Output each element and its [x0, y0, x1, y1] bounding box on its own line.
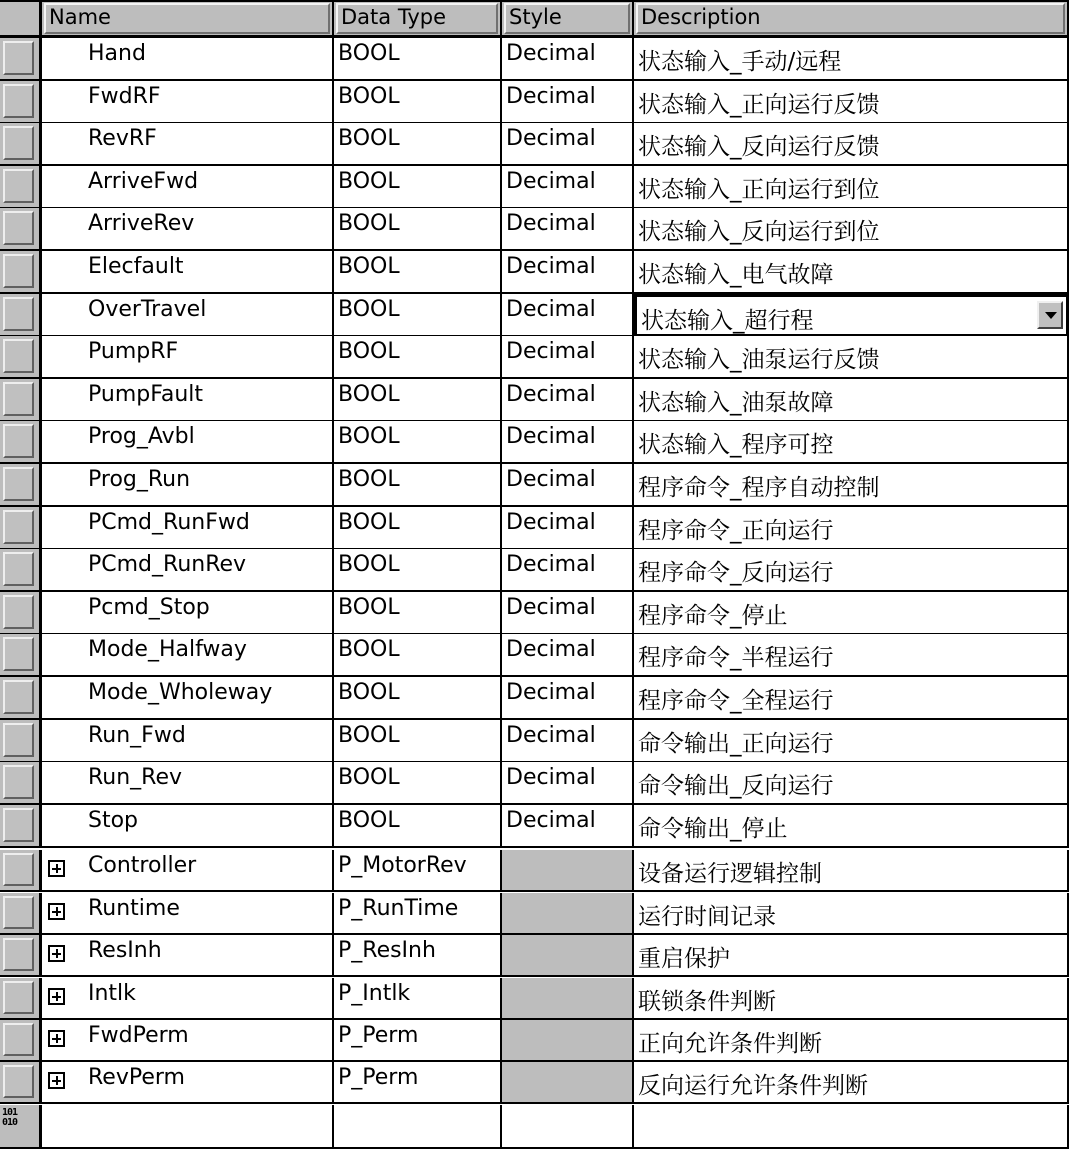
description-cell[interactable]	[634, 762, 1069, 805]
data-type-cell[interactable]	[334, 634, 502, 677]
data-type-cell[interactable]	[334, 1062, 502, 1104]
tag-style: Decimal	[506, 126, 596, 151]
name-cell[interactable]	[42, 592, 334, 635]
column-header-data-type-label: Data Type	[336, 3, 498, 34]
table-row[interactable]	[0, 805, 1069, 848]
tag-style: Decimal	[506, 680, 596, 705]
row-selector[interactable]	[0, 507, 42, 550]
name-cell[interactable]	[42, 720, 334, 763]
description-cell[interactable]	[634, 166, 1069, 209]
name-cell[interactable]	[42, 379, 334, 422]
new-row-description-cell[interactable]	[634, 1105, 1069, 1149]
tag-description: 状态输入_反向运行反馈	[638, 134, 880, 160]
data-type-cell[interactable]	[334, 850, 502, 892]
row-selector[interactable]	[0, 166, 42, 209]
tag-name: ArriveFwd	[88, 169, 199, 194]
table-row[interactable]	[0, 81, 1069, 124]
name-cell[interactable]	[42, 294, 334, 337]
tag-style: Decimal	[506, 765, 596, 790]
row-selector-bevel	[3, 382, 34, 416]
tag-data-type: BOOL	[338, 211, 400, 236]
tag-description: 程序命令_正向运行	[638, 518, 834, 544]
row-selector-bevel	[3, 595, 34, 629]
tag-name: PumpFault	[88, 382, 204, 407]
row-selector[interactable]	[0, 251, 42, 294]
style-cell[interactable]	[502, 507, 634, 550]
row-selector[interactable]	[0, 421, 42, 464]
data-type-cell[interactable]	[334, 935, 502, 977]
tag-name: ArriveRev	[88, 211, 195, 236]
tag-style: Decimal	[506, 41, 596, 66]
style-cell[interactable]	[502, 762, 634, 805]
struct-name: Intlk	[88, 981, 136, 1006]
style-cell[interactable]	[502, 379, 634, 422]
data-type-cell[interactable]	[334, 251, 502, 294]
data-type-cell[interactable]	[334, 336, 502, 379]
new-row-data-type-cell[interactable]	[334, 1105, 502, 1149]
description-cell[interactable]	[634, 1020, 1069, 1062]
tag-name: FwdRF	[88, 84, 161, 109]
tag-description: 程序命令_全程运行	[638, 688, 834, 714]
description-cell[interactable]	[634, 421, 1069, 464]
style-cell[interactable]	[502, 805, 634, 848]
name-cell[interactable]	[42, 634, 334, 677]
struct-name: Controller	[88, 853, 197, 878]
struct-description: 反向运行允许条件判断	[638, 1073, 868, 1099]
data-type-cell[interactable]	[334, 166, 502, 209]
table-row[interactable]	[0, 379, 1069, 422]
style-cell[interactable]	[502, 592, 634, 635]
tag-data-type: BOOL	[338, 126, 400, 151]
row-selector[interactable]	[0, 81, 42, 124]
name-cell[interactable]	[42, 978, 334, 1020]
description-cell[interactable]	[634, 677, 1069, 720]
tag-data-type: BOOL	[338, 339, 400, 364]
tag-description: 状态输入_手动/远程	[638, 49, 842, 75]
tag-name: Prog_Run	[88, 467, 191, 492]
tag-name: Mode_Halfway	[88, 637, 247, 662]
data-type-cell[interactable]	[334, 421, 502, 464]
description-cell[interactable]	[634, 978, 1069, 1020]
style-cell[interactable]	[502, 208, 634, 251]
description-cell[interactable]	[634, 123, 1069, 166]
row-selector-bevel	[3, 1023, 34, 1056]
tag-description: 程序命令_停止	[638, 603, 788, 629]
table-row[interactable]	[0, 549, 1069, 592]
tag-name: Run_Fwd	[88, 723, 186, 748]
data-type-cell[interactable]	[334, 507, 502, 550]
tag-name: PumpRF	[88, 339, 179, 364]
tag-name: Pcmd_Stop	[88, 595, 210, 620]
tag-style: Decimal	[506, 808, 596, 833]
name-cell[interactable]	[42, 1062, 334, 1104]
tag-style: Decimal	[506, 595, 596, 620]
name-cell[interactable]	[42, 549, 334, 592]
tag-style: Decimal	[506, 637, 596, 662]
description-cell[interactable]	[634, 379, 1069, 422]
tag-description: 状态输入_正向运行到位	[638, 177, 880, 203]
tag-description: 程序命令_半程运行	[638, 645, 834, 671]
name-cell[interactable]	[42, 677, 334, 720]
description-cell[interactable]	[634, 507, 1069, 550]
struct-description: 联锁条件判断	[638, 989, 776, 1015]
table-header	[0, 0, 1069, 38]
struct-data-type: P_Perm	[338, 1065, 419, 1090]
data-type-cell[interactable]	[334, 677, 502, 720]
name-cell[interactable]	[42, 507, 334, 550]
row-selector[interactable]	[0, 123, 42, 166]
struct-row[interactable]	[0, 850, 1069, 892]
name-cell[interactable]	[42, 421, 334, 464]
struct-row[interactable]	[0, 1020, 1069, 1062]
struct-row[interactable]	[0, 935, 1069, 977]
description-dropdown-button[interactable]	[1037, 301, 1063, 329]
column-header-style-label: Style	[504, 3, 630, 34]
row-selector-bevel	[3, 424, 34, 458]
column-header-name-label: Name	[44, 3, 330, 34]
tag-style: Decimal	[506, 382, 596, 407]
struct-data-type: P_Perm	[338, 1023, 419, 1048]
struct-name: RevPerm	[88, 1065, 185, 1090]
style-cell[interactable]	[502, 421, 634, 464]
tag-data-type: BOOL	[338, 808, 400, 833]
row-selector-bevel	[3, 41, 34, 75]
expand-plus-icon[interactable]	[48, 903, 65, 920]
name-cell[interactable]	[42, 762, 334, 805]
struct-name: FwdPerm	[88, 1023, 189, 1048]
tag-data-type: BOOL	[338, 382, 400, 407]
name-cell[interactable]	[42, 38, 334, 81]
struct-description: 设备运行逻辑控制	[638, 861, 822, 887]
new-row-selector[interactable]	[0, 1105, 42, 1149]
row-selector[interactable]	[0, 208, 42, 251]
row-selector-bevel	[3, 467, 34, 501]
new-row[interactable]	[0, 1105, 1069, 1149]
tag-data-type: BOOL	[338, 467, 400, 492]
style-cell[interactable]	[502, 166, 634, 209]
style-cell[interactable]	[502, 81, 634, 124]
data-type-cell[interactable]	[334, 720, 502, 763]
data-type-cell[interactable]	[334, 549, 502, 592]
struct-data-type: P_Intlk	[338, 981, 411, 1006]
description-cell[interactable]	[634, 294, 1069, 337]
struct-description: 运行时间记录	[638, 904, 776, 930]
description-cell[interactable]	[634, 720, 1069, 763]
style-cell[interactable]	[502, 720, 634, 763]
row-selector-bevel	[3, 853, 34, 886]
tag-style: Decimal	[506, 723, 596, 748]
style-cell-disabled	[502, 850, 634, 892]
style-cell[interactable]	[502, 294, 634, 337]
style-cell[interactable]	[502, 336, 634, 379]
table-row[interactable]	[0, 251, 1069, 294]
row-selector-bevel	[3, 765, 34, 799]
table-row[interactable]	[0, 507, 1069, 550]
description-cell[interactable]	[634, 208, 1069, 251]
table-row[interactable]	[0, 421, 1069, 464]
data-type-cell[interactable]	[334, 81, 502, 124]
expand-plus-icon[interactable]	[48, 1072, 65, 1089]
tag-style: Decimal	[506, 510, 596, 535]
style-cell-disabled	[502, 893, 634, 935]
table-row[interactable]	[0, 208, 1069, 251]
data-type-cell[interactable]	[334, 805, 502, 848]
data-type-cell[interactable]	[334, 208, 502, 251]
expand-plus-icon[interactable]	[48, 860, 65, 877]
tag-name: Run_Rev	[88, 765, 183, 790]
row-selector[interactable]	[0, 720, 42, 763]
struct-data-type: P_RunTime	[338, 896, 459, 921]
description-cell[interactable]	[634, 805, 1069, 848]
tag-name: Stop	[88, 808, 139, 833]
style-cell[interactable]	[502, 464, 634, 507]
tag-style: Decimal	[506, 467, 596, 492]
row-selector[interactable]	[0, 1020, 42, 1062]
tag-name: PCmd_RunRev	[88, 552, 247, 577]
row-selector-bevel	[3, 510, 34, 544]
name-cell[interactable]	[42, 123, 334, 166]
table-row[interactable]	[0, 464, 1069, 507]
tag-name: Hand	[88, 41, 146, 66]
tag-data-type: BOOL	[338, 510, 400, 535]
row-selector[interactable]	[0, 38, 42, 81]
row-selector[interactable]	[0, 294, 42, 337]
description-cell[interactable]	[634, 38, 1069, 81]
tag-style: Decimal	[506, 169, 596, 194]
struct-description: 正向允许条件判断	[638, 1031, 822, 1057]
data-type-cell[interactable]	[334, 38, 502, 81]
chevron-down-icon	[1045, 312, 1057, 319]
struct-name: Runtime	[88, 896, 180, 921]
struct-row[interactable]	[0, 1062, 1069, 1104]
expand-plus-icon[interactable]	[48, 945, 65, 962]
column-header-description-label: Description	[636, 3, 1065, 34]
row-selector[interactable]	[0, 805, 42, 848]
row-selector[interactable]	[0, 850, 42, 892]
tag-data-type: BOOL	[338, 424, 400, 449]
struct-name: ResInh	[88, 938, 162, 963]
tag-data-type: BOOL	[338, 637, 400, 662]
style-cell[interactable]	[502, 38, 634, 81]
row-selector-bevel	[3, 896, 34, 929]
data-type-cell[interactable]	[334, 592, 502, 635]
name-cell[interactable]	[42, 850, 334, 892]
style-cell[interactable]	[502, 251, 634, 294]
row-selector[interactable]	[0, 935, 42, 977]
row-selector-bevel	[3, 808, 34, 842]
style-cell[interactable]	[502, 634, 634, 677]
style-cell[interactable]	[502, 549, 634, 592]
tag-data-type: BOOL	[338, 84, 400, 109]
new-row-name-cell[interactable]	[42, 1105, 334, 1149]
table-row[interactable]	[0, 38, 1069, 81]
description-cell[interactable]	[634, 850, 1069, 892]
row-selector-bevel	[3, 723, 34, 757]
tag-name: RevRF	[88, 126, 157, 151]
tag-description: 状态输入_油泵故障	[638, 390, 834, 416]
expand-plus-icon[interactable]	[48, 1030, 65, 1047]
row-selector-bevel	[3, 637, 34, 671]
header-corner[interactable]	[0, 0, 42, 38]
tag-style: Decimal	[506, 552, 596, 577]
name-cell[interactable]	[42, 893, 334, 935]
table-row[interactable]	[0, 720, 1069, 763]
tag-data-type: BOOL	[338, 680, 400, 705]
data-type-cell[interactable]	[334, 978, 502, 1020]
style-cell-disabled	[502, 1020, 634, 1062]
binary-new-row-icon: 101 010	[2, 1107, 18, 1128]
name-cell[interactable]	[42, 251, 334, 294]
data-type-cell[interactable]	[334, 123, 502, 166]
row-selector[interactable]	[0, 336, 42, 379]
name-cell[interactable]	[42, 166, 334, 209]
data-type-cell[interactable]	[334, 893, 502, 935]
struct-data-type: P_MotorRev	[338, 853, 467, 878]
row-selector-bevel	[3, 84, 34, 118]
data-type-cell[interactable]	[334, 1020, 502, 1062]
tag-description: 状态输入_正向运行反馈	[638, 92, 880, 118]
description-cell[interactable]	[634, 935, 1069, 977]
tag-name: Mode_Wholeway	[88, 680, 273, 705]
tag-description: 状态输入_程序可控	[638, 432, 834, 458]
row-selector-bevel	[3, 211, 34, 245]
row-selector-bevel	[3, 1065, 34, 1098]
description-cell[interactable]	[634, 549, 1069, 592]
table-row[interactable]	[0, 762, 1069, 805]
tag-description: 程序命令_反向运行	[638, 560, 834, 586]
row-selector-bevel	[3, 339, 34, 373]
tag-description: 状态输入_反向运行到位	[638, 219, 880, 245]
data-type-cell[interactable]	[334, 379, 502, 422]
tag-data-type: BOOL	[338, 41, 400, 66]
name-cell[interactable]	[42, 464, 334, 507]
description-cell[interactable]	[634, 81, 1069, 124]
row-selector[interactable]	[0, 549, 42, 592]
tag-description: 命令输出_停止	[638, 816, 788, 842]
row-selector-bevel	[3, 981, 34, 1014]
style-cell-disabled	[502, 935, 634, 977]
name-cell[interactable]	[42, 1020, 334, 1062]
table-row[interactable]	[0, 336, 1069, 379]
row-selector-bevel	[3, 254, 34, 288]
row-selector[interactable]	[0, 893, 42, 935]
tag-description: 命令输出_正向运行	[638, 731, 834, 757]
struct-data-type: P_ResInh	[338, 938, 436, 963]
row-selector-bevel	[3, 126, 34, 160]
name-cell[interactable]	[42, 81, 334, 124]
column-header-style[interactable]	[502, 0, 634, 38]
tag-description: 状态输入_油泵运行反馈	[638, 347, 880, 373]
description-cell[interactable]	[634, 251, 1069, 294]
column-header-data-type[interactable]	[334, 0, 502, 38]
tag-name: OverTravel	[88, 297, 207, 322]
data-type-cell[interactable]	[334, 762, 502, 805]
tag-data-type: BOOL	[338, 254, 400, 279]
tag-name: Prog_Avbl	[88, 424, 195, 449]
row-selector[interactable]	[0, 634, 42, 677]
description-cell[interactable]	[634, 634, 1069, 677]
row-selector[interactable]	[0, 762, 42, 805]
style-cell-disabled	[502, 978, 634, 1020]
tag-style: Decimal	[506, 84, 596, 109]
row-selector[interactable]	[0, 978, 42, 1020]
description-cell[interactable]	[634, 1062, 1069, 1104]
tag-name: PCmd_RunFwd	[88, 510, 250, 535]
struct-row[interactable]	[0, 893, 1069, 935]
struct-row[interactable]	[0, 978, 1069, 1020]
description-cell[interactable]	[634, 893, 1069, 935]
row-selector[interactable]	[0, 464, 42, 507]
row-selector-bevel	[3, 169, 34, 203]
table-row[interactable]	[0, 123, 1069, 166]
style-cell-disabled	[502, 1062, 634, 1104]
column-header-name[interactable]	[42, 0, 334, 38]
tag-name: Elecfault	[88, 254, 184, 279]
row-selector-bevel	[3, 680, 34, 714]
table-row[interactable]	[0, 166, 1069, 209]
style-cell[interactable]	[502, 677, 634, 720]
new-row-style-cell[interactable]	[502, 1105, 634, 1149]
row-selector[interactable]	[0, 379, 42, 422]
row-selector[interactable]	[0, 592, 42, 635]
description-cell[interactable]	[634, 464, 1069, 507]
tag-description: 命令输出_反向运行	[638, 773, 834, 799]
row-selector[interactable]	[0, 677, 42, 720]
tag-data-type: BOOL	[338, 765, 400, 790]
tag-data-type: BOOL	[338, 723, 400, 748]
name-cell[interactable]	[42, 336, 334, 379]
table-row[interactable]	[0, 634, 1069, 677]
tag-style: Decimal	[506, 254, 596, 279]
row-selector-bevel	[3, 297, 34, 331]
tag-data-type: BOOL	[338, 297, 400, 322]
data-type-cell[interactable]	[334, 294, 502, 337]
tag-description: 程序命令_程序自动控制	[638, 475, 880, 501]
name-cell[interactable]	[42, 805, 334, 848]
expand-plus-icon[interactable]	[48, 988, 65, 1005]
struct-description: 重启保护	[638, 946, 730, 972]
table-row[interactable]	[0, 294, 1069, 337]
tag-style: Decimal	[506, 424, 596, 449]
row-selector[interactable]	[0, 1062, 42, 1104]
column-header-description[interactable]	[634, 0, 1069, 38]
data-type-cell[interactable]	[334, 464, 502, 507]
tag-description: 状态输入_电气故障	[638, 262, 834, 288]
tag-style: Decimal	[506, 297, 596, 322]
tag-data-type: BOOL	[338, 552, 400, 577]
tag-style: Decimal	[506, 211, 596, 236]
name-cell[interactable]	[42, 208, 334, 251]
tag-data-type: BOOL	[338, 595, 400, 620]
table-row[interactable]	[0, 592, 1069, 635]
description-cell[interactable]	[634, 592, 1069, 635]
table-row[interactable]	[0, 677, 1069, 720]
description-cell[interactable]	[634, 336, 1069, 379]
name-cell[interactable]	[42, 935, 334, 977]
tag-data-type: BOOL	[338, 169, 400, 194]
style-cell[interactable]	[502, 123, 634, 166]
tag-description: 状态输入_超行程	[641, 308, 814, 334]
row-selector-bevel	[3, 552, 34, 586]
tag-style: Decimal	[506, 339, 596, 364]
row-selector-bevel	[3, 938, 34, 971]
